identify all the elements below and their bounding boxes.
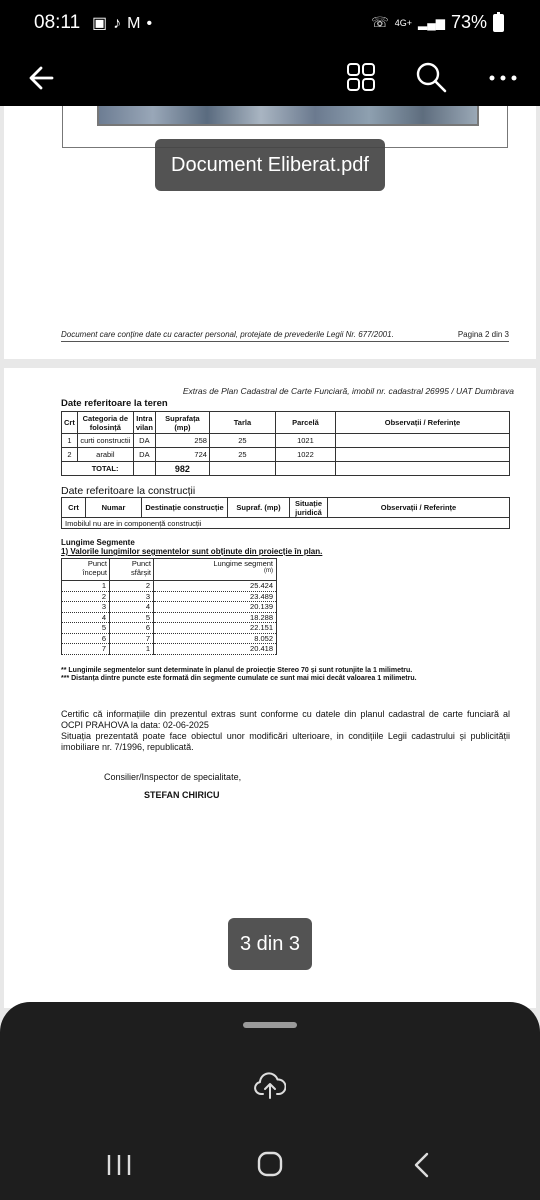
battery-icon [493,14,504,32]
total-row [62,462,510,476]
page-footer [61,330,509,342]
table-row [62,644,277,655]
table-header: Tarla [209,412,275,434]
status-right [371,12,504,33]
battery-text: 73% [450,12,487,32]
table-row [62,602,277,613]
table-cell: 20.418 [154,644,277,655]
certification-paragraph-1: Certific că informațiile din prezentul extras sunt conforme cu datele din planul cadastral de carte funciară al OCPI PRAHOVA la data: 02-06-2025 [61,709,510,730]
total-label: TOTAL: [77,462,133,476]
table-cell: 1 [110,644,154,655]
table-header: Parcelă [275,412,335,434]
page-number-label: Pagina 2 din 3 [457,330,509,339]
status-time: 08:11 [34,12,81,33]
status-bar [0,0,540,48]
table-cell: 2 [62,448,78,462]
table-cell: 8.052 [154,633,277,644]
table-row [62,623,277,634]
total-value: 982 [155,462,209,476]
table-row [62,581,277,592]
segment-length-label: Lungime segment [213,559,273,568]
table-cell: 6 [62,633,110,644]
map-image [97,106,479,126]
table-cell: 23.489 [154,591,277,602]
network-label: 4G+ [394,17,412,28]
tiktok-icon: ♪ [113,15,128,32]
dot-icon: • [146,15,159,32]
table-row [62,434,510,448]
signal-icon: ▂▄▆ [418,15,445,30]
table-cell: 25 [209,448,275,462]
gmail-icon: M [127,15,147,32]
table-cell [335,434,509,448]
search-icon[interactable] [414,60,448,94]
teren-title: Date referitoare la teren [61,398,168,409]
table-header: Punct început [62,559,110,581]
constructii-table [61,497,510,529]
table-cell: 7 [110,633,154,644]
table-row [62,448,510,462]
table-header [154,559,277,581]
table-header: Crt [62,412,78,434]
recent-apps-icon[interactable] [104,1152,134,1178]
table-header: Observații / Referințe [328,498,510,518]
empty-constructii-text: Imobilul nu are in componență construcții [62,518,510,529]
table-cell: 18.288 [154,612,277,623]
segment-notes [61,667,417,683]
table-cell: 1022 [275,448,335,462]
page-counter-toast: 3 din 3 [228,918,312,970]
table-cell: 4 [62,612,110,623]
table-cell: 2 [110,581,154,592]
table-cell: 3 [62,602,110,613]
grid-view-icon[interactable] [344,60,378,94]
table-cell: 25 [209,434,275,448]
table-cell: 6 [110,623,154,634]
table-cell: 1021 [275,434,335,448]
table-header: Situație juridică [290,498,328,518]
table-cell: 1 [62,581,110,592]
table-cell: 22.151 [154,623,277,634]
table-cell: curti constructii [77,434,133,448]
segmente-header [61,538,322,556]
table-row [62,612,277,623]
table-row [62,591,277,602]
gallery-icon: ▣ [92,15,114,32]
footer-note-text: Document care conține date cu caracter personal, protejate de prevederile Legii Nr. 677/2001. [61,330,394,339]
table-header: Numar [86,498,142,518]
table-cell: 25.424 [154,581,277,592]
certification-paragraph-2: Situația prezentată poate face obiectul unor modificări ulterioare, in condițiile Legii cadastrului și publicității imobiliare nr. 7/1996, republicată. [61,731,510,752]
table-header: Intra vilan [133,412,155,434]
notification-icons [92,13,158,33]
segment-note-1: ** Lungimile segmentelor sunt determinate în planul de proiecție Stereo 70 și sunt rotunjite la 1 milimetru. [61,667,413,674]
drag-handle[interactable] [243,1022,297,1028]
table-header: Destinație construcție [142,498,228,518]
table-cell: DA [133,434,155,448]
certification-text [61,709,510,753]
table-header: Punct sfârșit [110,559,154,581]
doc-title: Extras de Plan Cadastral de Carte Funciară, imobil nr. cadastral 26995 / UAT Dumbrava [182,386,514,396]
table-cell: 5 [110,612,154,623]
constructii-title: Date referitoare la construcții [61,485,196,497]
table-cell: 5 [62,623,110,634]
table-cell: 724 [155,448,209,462]
segment-unit-label: (m) [264,568,273,574]
segmente-subtitle: 1) Valorile lungimilor segmentelor sunt obținute din proiecție în plan. [61,547,323,556]
back-arrow-icon[interactable] [22,58,62,98]
table-cell: 2 [62,591,110,602]
table-header: Suprafața (mp) [155,412,209,434]
back-icon[interactable] [410,1152,434,1178]
teren-table [61,411,510,476]
table-cell: 1 [62,434,78,448]
table-header: Supraf. (mp) [228,498,290,518]
pdf-page-3[interactable] [4,368,536,1008]
consilier-label: Consilier/Inspector de specialitate, [104,772,242,782]
cloud-upload-icon[interactable] [254,1070,286,1100]
bottom-sheet[interactable] [0,1002,540,1200]
segment-note-2: *** Distanța dintre puncte este formată din segmente cumulate ce sunt mai mici decât valoarea 1 milimetru. [61,675,417,682]
table-header: Crt [62,498,86,518]
table-cell: 258 [155,434,209,448]
table-cell [335,448,509,462]
inspector-name: STEFAN CHIRICU [144,790,220,800]
segmente-table [61,558,277,655]
table-cell: DA [133,448,155,462]
table-header: Categoria de folosință [77,412,133,434]
table-header: Observații / Referințe [335,412,509,434]
table-cell: arabil [77,448,133,462]
table-cell: 20.139 [154,602,277,613]
table-cell: 3 [110,591,154,602]
segmente-title: Lungime Segmente [61,538,135,547]
filename-toast: Document Eliberat.pdf [155,139,385,191]
table-row [62,633,277,644]
more-icon[interactable] [486,68,520,88]
table-cell: 7 [62,644,110,655]
table-cell: 4 [110,602,154,613]
app-bar [0,48,540,106]
wifi-call-icon: ☏ [371,14,389,30]
home-icon[interactable] [257,1151,283,1177]
